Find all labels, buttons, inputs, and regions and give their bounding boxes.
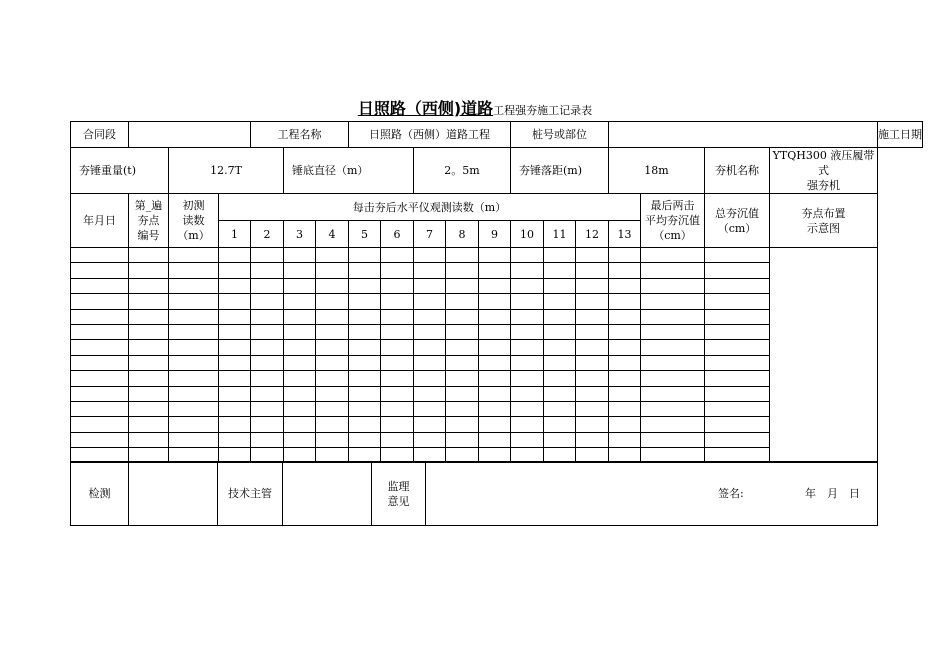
table-cell[interactable] (71, 355, 129, 370)
table-row (71, 248, 923, 263)
station-value[interactable] (609, 122, 878, 148)
table-cell[interactable] (251, 248, 284, 263)
table-cell[interactable] (316, 340, 349, 355)
table-cell[interactable] (705, 340, 770, 355)
table-cell[interactable] (349, 324, 381, 339)
table-cell[interactable] (381, 294, 414, 309)
sign-date-label: 年 月 日 (805, 487, 860, 500)
table-cell[interactable] (609, 324, 641, 339)
table-cell[interactable] (609, 294, 641, 309)
table-cell[interactable] (284, 324, 316, 339)
table-cell[interactable] (129, 278, 169, 293)
table-cell[interactable] (71, 309, 129, 324)
table-cell[interactable] (381, 248, 414, 263)
table-cell[interactable] (219, 340, 251, 355)
table-cell[interactable] (169, 401, 219, 416)
table-cell[interactable] (705, 371, 770, 386)
blow-col-6: 6 (381, 221, 414, 248)
table-cell[interactable] (349, 386, 381, 401)
table-cell[interactable] (511, 417, 544, 432)
table-cell[interactable] (71, 294, 129, 309)
table-cell[interactable] (219, 432, 251, 447)
signature-label: 签名: (718, 487, 744, 500)
table-cell[interactable] (414, 386, 446, 401)
table-cell[interactable] (381, 432, 414, 447)
table-cell[interactable] (544, 278, 576, 293)
hammer-diameter-label: 锤底直径（m） (284, 148, 414, 194)
table-cell[interactable] (446, 432, 479, 447)
table-cell[interactable] (219, 263, 251, 278)
table-cell[interactable] (316, 432, 349, 447)
table-cell[interactable] (251, 324, 284, 339)
table-cell[interactable] (219, 248, 251, 263)
table-cell[interactable] (511, 309, 544, 324)
table-cell[interactable] (251, 340, 284, 355)
table-cell[interactable] (129, 371, 169, 386)
col-layout-diagram: 夯点布置 示意图 (770, 194, 878, 248)
table-cell[interactable] (414, 432, 446, 447)
signature-table (70, 461, 878, 526)
table-cell[interactable] (381, 386, 414, 401)
table-cell[interactable] (414, 278, 446, 293)
table-cell[interactable] (576, 263, 609, 278)
table-cell[interactable] (544, 309, 576, 324)
blow-col-11: 11 (544, 221, 576, 248)
table-cell[interactable] (511, 248, 544, 263)
table-cell[interactable] (284, 309, 316, 324)
table-cell[interactable] (169, 263, 219, 278)
blow-col-13: 13 (609, 221, 641, 248)
table-cell[interactable] (609, 432, 641, 447)
table-cell[interactable] (129, 432, 169, 447)
table-cell[interactable] (316, 263, 349, 278)
table-cell[interactable] (544, 248, 576, 263)
table-cell[interactable] (446, 355, 479, 370)
table-cell[interactable] (381, 278, 414, 293)
table-cell[interactable] (446, 294, 479, 309)
data-rows (71, 248, 923, 463)
table-cell[interactable] (284, 294, 316, 309)
table-cell[interactable] (129, 401, 169, 416)
table-cell[interactable] (446, 278, 479, 293)
table-cell[interactable] (544, 371, 576, 386)
table-cell[interactable] (479, 371, 511, 386)
table-cell[interactable] (349, 278, 381, 293)
table-cell[interactable] (641, 309, 705, 324)
table-cell[interactable] (446, 386, 479, 401)
table-cell[interactable] (446, 401, 479, 416)
blow-col-1: 1 (219, 221, 251, 248)
table-cell[interactable] (544, 340, 576, 355)
table-cell[interactable] (219, 324, 251, 339)
table-cell[interactable] (381, 324, 414, 339)
hammer-weight-value[interactable]: 12.7T (169, 148, 284, 194)
table-cell[interactable] (284, 355, 316, 370)
table-cell[interactable] (219, 355, 251, 370)
table-cell[interactable] (414, 324, 446, 339)
technical-supervisor-value[interactable] (283, 462, 372, 526)
rammer-machine-value[interactable]: YTQH300 液压履带式 强夯机 (770, 148, 878, 194)
table-cell[interactable] (129, 263, 169, 278)
table-cell[interactable] (479, 248, 511, 263)
table-cell[interactable] (479, 278, 511, 293)
blow-col-8: 8 (446, 221, 479, 248)
table-cell[interactable] (349, 417, 381, 432)
table-cell[interactable] (71, 263, 129, 278)
table-cell[interactable] (576, 355, 609, 370)
table-cell[interactable] (641, 263, 705, 278)
table-cell[interactable] (446, 263, 479, 278)
table-cell[interactable] (349, 309, 381, 324)
table-cell[interactable] (169, 417, 219, 432)
table-cell[interactable] (251, 432, 284, 447)
table-cell[interactable] (414, 355, 446, 370)
table-cell[interactable] (251, 278, 284, 293)
table-cell[interactable] (251, 401, 284, 416)
col-initial-reading: 初测 读数 （m） (169, 194, 219, 248)
form-title (0, 96, 950, 119)
table-cell[interactable] (349, 432, 381, 447)
table-cell[interactable] (284, 263, 316, 278)
table-cell[interactable] (544, 417, 576, 432)
table-cell[interactable] (544, 401, 576, 416)
table-cell[interactable] (414, 263, 446, 278)
table-cell[interactable] (609, 278, 641, 293)
supervision-opinion-label: 监理 意见 (372, 462, 426, 526)
supervision-opinion-value[interactable] (426, 462, 878, 526)
inspection-value[interactable] (129, 462, 218, 526)
table-cell[interactable] (446, 371, 479, 386)
table-cell[interactable] (71, 432, 129, 447)
col-level-readings-group: 每击夯后水平仪观测读数（m） (219, 194, 641, 221)
table-cell[interactable] (71, 417, 129, 432)
table-cell[interactable] (251, 355, 284, 370)
contract-value[interactable] (129, 122, 251, 148)
table-cell[interactable] (284, 371, 316, 386)
table-cell[interactable] (316, 371, 349, 386)
table-cell[interactable] (641, 278, 705, 293)
blow-col-9: 9 (479, 221, 511, 248)
table-cell[interactable] (129, 355, 169, 370)
hammer-drop-value[interactable]: 18m (609, 148, 705, 194)
col-avg-settlement: 最后两击 平均夯沉值 （cm） (641, 194, 705, 248)
hammer-weight-label: 夯锤重量(t) (71, 148, 169, 194)
table-cell[interactable] (414, 309, 446, 324)
table-cell[interactable] (511, 263, 544, 278)
table-cell[interactable] (641, 294, 705, 309)
table-cell[interactable] (129, 324, 169, 339)
table-cell[interactable] (316, 309, 349, 324)
table-cell[interactable] (349, 248, 381, 263)
table-cell[interactable] (641, 401, 705, 416)
table-cell[interactable] (609, 309, 641, 324)
table-cell[interactable] (169, 432, 219, 447)
table-cell[interactable] (414, 294, 446, 309)
table-cell[interactable] (511, 386, 544, 401)
table-cell[interactable] (349, 401, 381, 416)
table-cell[interactable] (609, 401, 641, 416)
table-cell[interactable] (641, 324, 705, 339)
project-name-value[interactable]: 日照路（西侧）道路工程 (349, 122, 511, 148)
blow-col-3: 3 (284, 221, 316, 248)
table-cell[interactable] (576, 371, 609, 386)
table-cell[interactable] (219, 417, 251, 432)
layout-diagram-area[interactable] (770, 248, 878, 463)
table-cell[interactable] (705, 386, 770, 401)
table-cell[interactable] (576, 248, 609, 263)
table-cell[interactable] (169, 248, 219, 263)
table-cell[interactable] (705, 432, 770, 447)
table-cell[interactable] (609, 386, 641, 401)
col-point-number: 第_遍 夯点 编号 (129, 194, 169, 248)
table-cell[interactable] (609, 417, 641, 432)
table-cell[interactable] (414, 340, 446, 355)
table-cell[interactable] (349, 340, 381, 355)
table-cell[interactable] (641, 432, 705, 447)
inspection-label: 检测 (71, 462, 129, 526)
table-cell[interactable] (705, 401, 770, 416)
table-cell[interactable] (169, 294, 219, 309)
table-cell[interactable] (284, 417, 316, 432)
table-cell[interactable] (479, 263, 511, 278)
blow-col-2: 2 (251, 221, 284, 248)
table-cell[interactable] (576, 294, 609, 309)
table-cell[interactable] (705, 294, 770, 309)
table-cell[interactable] (511, 340, 544, 355)
table-cell[interactable] (446, 324, 479, 339)
table-cell[interactable] (705, 309, 770, 324)
table-cell[interactable] (609, 340, 641, 355)
table-cell[interactable] (705, 248, 770, 263)
table-cell[interactable] (251, 294, 284, 309)
station-label: 桩号或部位 (511, 122, 609, 148)
table-cell[interactable] (576, 340, 609, 355)
table-cell[interactable] (609, 371, 641, 386)
table-cell[interactable] (705, 355, 770, 370)
hammer-diameter-value[interactable]: 2。5m (414, 148, 511, 194)
table-cell[interactable] (544, 386, 576, 401)
table-cell[interactable] (219, 371, 251, 386)
table-cell[interactable] (576, 386, 609, 401)
table-cell[interactable] (284, 248, 316, 263)
construction-date-label: 施工日期 (878, 122, 923, 148)
table-cell[interactable] (316, 324, 349, 339)
table-cell[interactable] (576, 432, 609, 447)
table-cell[interactable] (71, 278, 129, 293)
table-cell[interactable] (479, 401, 511, 416)
table-cell[interactable] (641, 417, 705, 432)
table-cell[interactable] (479, 432, 511, 447)
blow-col-10: 10 (511, 221, 544, 248)
table-cell[interactable] (169, 355, 219, 370)
table-cell[interactable] (479, 386, 511, 401)
table-cell[interactable] (284, 386, 316, 401)
table-cell[interactable] (129, 340, 169, 355)
table-cell[interactable] (251, 309, 284, 324)
table-cell[interactable] (446, 417, 479, 432)
table-cell[interactable] (576, 324, 609, 339)
table-cell[interactable] (316, 355, 349, 370)
table-cell[interactable] (511, 371, 544, 386)
table-cell[interactable] (511, 401, 544, 416)
table-cell[interactable] (251, 263, 284, 278)
table-cell[interactable] (169, 340, 219, 355)
table-cell[interactable] (71, 340, 129, 355)
table-cell[interactable] (251, 417, 284, 432)
table-cell[interactable] (414, 401, 446, 416)
table-cell[interactable] (316, 248, 349, 263)
table-cell[interactable] (511, 355, 544, 370)
blow-col-4: 4 (316, 221, 349, 248)
table-cell[interactable] (316, 401, 349, 416)
table-cell[interactable] (576, 278, 609, 293)
table-cell[interactable] (251, 386, 284, 401)
table-cell[interactable] (71, 386, 129, 401)
technical-supervisor-label: 技术主管 (218, 462, 283, 526)
table-cell[interactable] (479, 324, 511, 339)
table-cell[interactable] (414, 371, 446, 386)
table-cell[interactable] (381, 340, 414, 355)
table-cell[interactable] (219, 309, 251, 324)
table-cell[interactable] (705, 263, 770, 278)
blow-col-7: 7 (414, 221, 446, 248)
table-cell[interactable] (129, 417, 169, 432)
project-name-label: 工程名称 (251, 122, 349, 148)
table-cell[interactable] (349, 355, 381, 370)
table-cell[interactable] (349, 294, 381, 309)
table-cell[interactable] (479, 355, 511, 370)
table-cell[interactable] (284, 432, 316, 447)
table-cell[interactable] (169, 386, 219, 401)
table-cell[interactable] (129, 309, 169, 324)
table-cell[interactable] (576, 401, 609, 416)
table-cell[interactable] (641, 248, 705, 263)
table-cell[interactable] (609, 355, 641, 370)
table-cell[interactable] (316, 386, 349, 401)
table-cell[interactable] (251, 371, 284, 386)
table-cell[interactable] (349, 371, 381, 386)
record-table (70, 121, 923, 463)
table-cell[interactable] (544, 263, 576, 278)
table-cell[interactable] (511, 432, 544, 447)
table-cell[interactable] (284, 340, 316, 355)
table-cell[interactable] (414, 417, 446, 432)
table-cell[interactable] (129, 248, 169, 263)
table-cell[interactable] (479, 309, 511, 324)
table-cell[interactable] (169, 371, 219, 386)
table-cell[interactable] (284, 401, 316, 416)
table-cell[interactable] (544, 294, 576, 309)
table-cell[interactable] (641, 386, 705, 401)
table-cell[interactable] (219, 294, 251, 309)
table-cell[interactable] (446, 340, 479, 355)
table-cell[interactable] (381, 309, 414, 324)
blow-col-12: 12 (576, 221, 609, 248)
table-cell[interactable] (544, 355, 576, 370)
table-cell[interactable] (641, 355, 705, 370)
table-cell[interactable] (169, 278, 219, 293)
table-cell[interactable] (316, 278, 349, 293)
blow-col-5: 5 (349, 221, 381, 248)
table-cell[interactable] (71, 371, 129, 386)
table-cell[interactable] (544, 432, 576, 447)
table-cell[interactable] (129, 386, 169, 401)
table-cell[interactable] (381, 355, 414, 370)
table-cell[interactable] (576, 417, 609, 432)
table-cell[interactable] (71, 248, 129, 263)
table-cell[interactable] (446, 309, 479, 324)
table-cell[interactable] (219, 278, 251, 293)
table-cell[interactable] (381, 371, 414, 386)
col-total-settlement: 总夯沉值 （cm） (705, 194, 770, 248)
table-cell[interactable] (316, 294, 349, 309)
table-cell[interactable] (71, 324, 129, 339)
table-cell[interactable] (511, 278, 544, 293)
contract-label: 合同段 (71, 122, 129, 148)
table-cell[interactable] (446, 248, 479, 263)
rammer-machine-label: 夯机名称 (705, 148, 770, 194)
table-cell[interactable] (414, 248, 446, 263)
table-cell[interactable] (609, 248, 641, 263)
table-cell[interactable] (381, 401, 414, 416)
table-cell[interactable] (544, 324, 576, 339)
table-cell[interactable] (219, 401, 251, 416)
table-cell[interactable] (641, 371, 705, 386)
table-cell[interactable] (219, 386, 251, 401)
table-cell[interactable] (316, 417, 349, 432)
table-cell[interactable] (511, 294, 544, 309)
table-cell[interactable] (169, 309, 219, 324)
table-cell[interactable] (284, 278, 316, 293)
hammer-drop-label: 夯锤落距(m) (511, 148, 609, 194)
table-cell[interactable] (511, 324, 544, 339)
table-cell[interactable] (479, 340, 511, 355)
title-project: 日照路（西侧)道路 (357, 99, 494, 118)
table-cell[interactable] (381, 263, 414, 278)
table-cell[interactable] (479, 294, 511, 309)
table-cell[interactable] (705, 324, 770, 339)
table-cell[interactable] (609, 263, 641, 278)
table-cell[interactable] (169, 324, 219, 339)
title-form-name: 工程强夯施工记录表 (493, 104, 593, 117)
table-cell[interactable] (705, 278, 770, 293)
table-cell[interactable] (479, 417, 511, 432)
table-cell[interactable] (381, 417, 414, 432)
col-date: 年月日 (71, 194, 129, 248)
table-cell[interactable] (129, 294, 169, 309)
table-cell[interactable] (71, 401, 129, 416)
table-cell[interactable] (641, 340, 705, 355)
table-cell[interactable] (349, 263, 381, 278)
table-cell[interactable] (576, 309, 609, 324)
table-cell[interactable] (705, 417, 770, 432)
